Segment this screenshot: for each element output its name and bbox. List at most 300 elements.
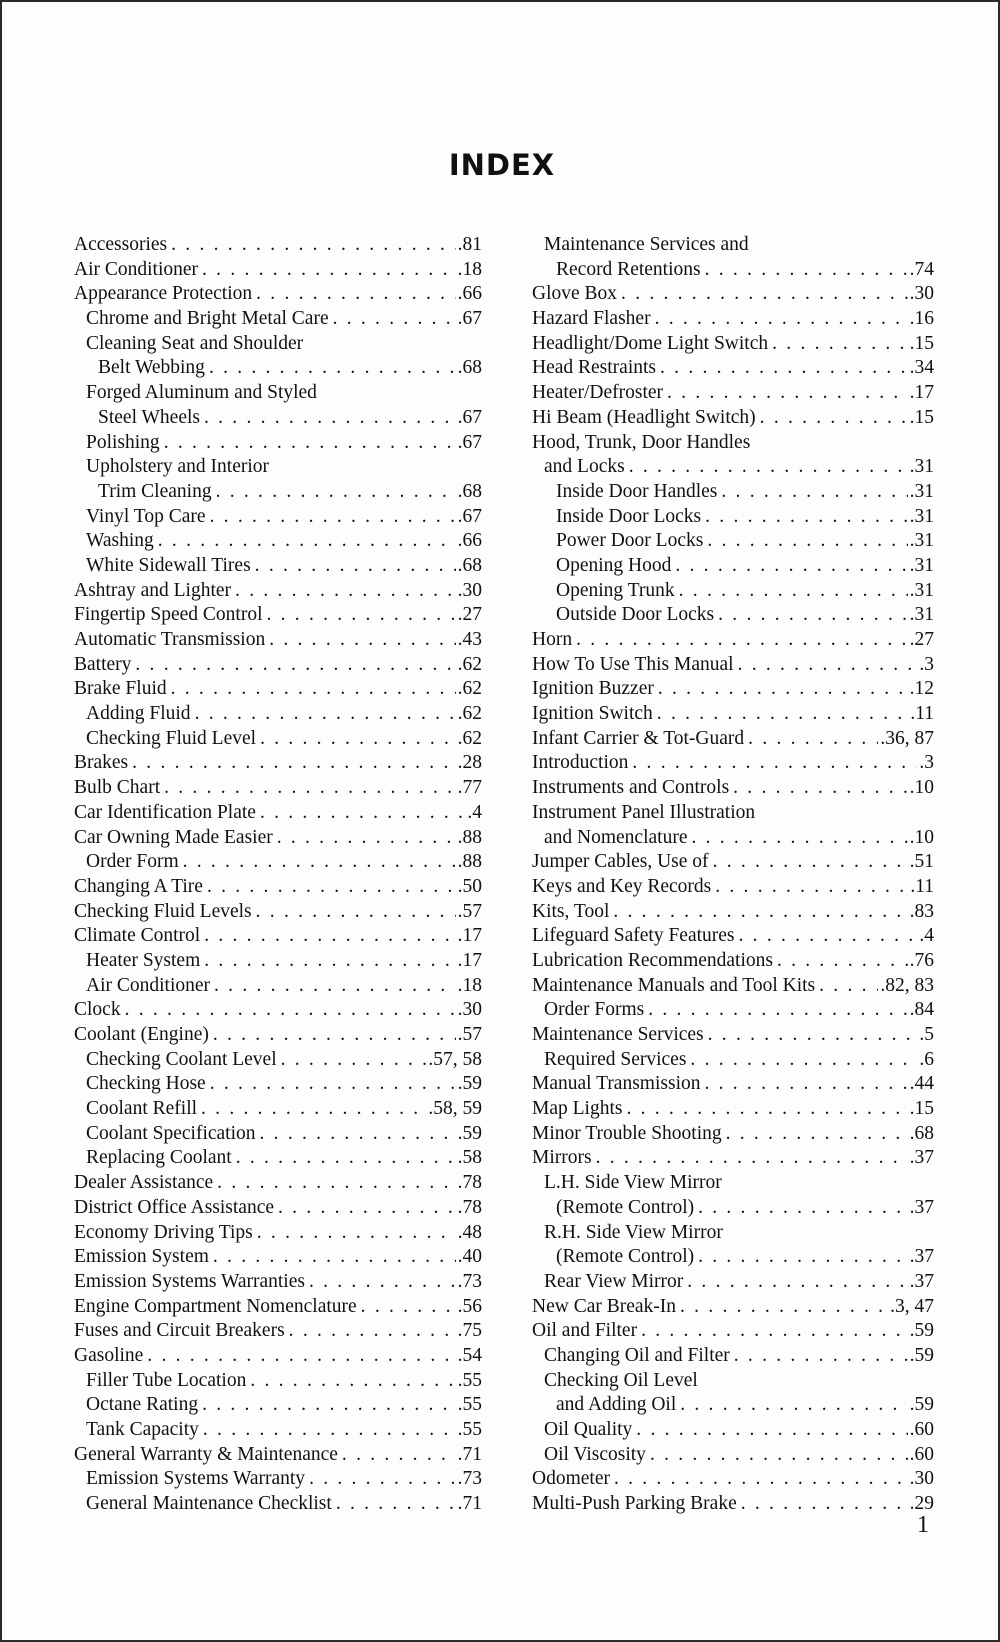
index-entry-label: Changing A Tire	[74, 875, 203, 897]
index-entry	[532, 258, 934, 283]
index-entry-page: .30	[909, 1468, 934, 1490]
index-entry-page: .59	[457, 1122, 482, 1144]
index-entry-page: .5	[919, 1024, 934, 1045]
index-entry-page: .67	[457, 406, 482, 428]
index-entry-label: Power Door Locks	[556, 530, 704, 552]
index-entry	[532, 875, 934, 900]
index-entry-page: .57, 58	[428, 1048, 482, 1070]
index-entry-label: Instrument Panel Illustration	[532, 801, 756, 823]
index-entry	[74, 776, 482, 801]
dot-leader	[214, 974, 456, 999]
index-entry-page: .36, 87	[880, 727, 934, 749]
index-entry	[74, 1023, 482, 1048]
index-entry-page: .67	[457, 308, 482, 330]
index-entry	[532, 924, 934, 949]
dot-leader	[195, 702, 456, 727]
dot-leader	[207, 875, 456, 900]
index-entry-label: White Sidewall Tires	[86, 554, 251, 576]
index-column-left	[74, 233, 482, 1517]
index-entry-page: .37	[909, 1196, 934, 1218]
index-entry-label: Fuses and Circuit Breakers	[74, 1320, 285, 1342]
dot-leader	[269, 628, 455, 653]
dot-leader	[309, 1270, 456, 1295]
index-entry	[74, 1270, 482, 1295]
index-entry-page: .27	[457, 604, 482, 626]
index-entry	[74, 727, 482, 752]
index-entry-page: .78	[457, 1196, 482, 1218]
index-entry	[74, 1492, 482, 1517]
index-entry-label: Emission System	[74, 1246, 209, 1268]
index-entry-label: Infant Carrier & Tot-Guard	[532, 727, 745, 749]
dot-leader	[629, 455, 908, 480]
index-entry-page: .31	[909, 456, 934, 478]
index-entry-page: .81	[457, 234, 482, 255]
index-entry-page: .4	[467, 801, 482, 823]
index-entry-page: .56	[457, 1295, 482, 1317]
index-entry	[532, 677, 934, 702]
index-entry-label: Lubrication Recommendations	[532, 949, 773, 971]
index-entry-label: and Locks	[544, 456, 625, 478]
index-entry	[532, 1245, 934, 1270]
dot-leader	[721, 480, 907, 505]
index-entry	[74, 579, 482, 604]
index-entry-label: Emission Systems Warranties	[74, 1270, 305, 1292]
index-entry	[74, 751, 482, 776]
index-entry	[74, 1196, 482, 1221]
index-entry	[532, 826, 934, 851]
dot-leader	[713, 850, 908, 875]
index-entry-page: .57	[457, 1024, 482, 1045]
dot-leader	[204, 924, 455, 949]
index-entry-page: .88	[457, 826, 482, 848]
index-entry-label: (Remote Control)	[556, 1246, 695, 1268]
index-entry-label: Coolant (Engine)	[74, 1024, 209, 1045]
dot-leader	[257, 1221, 456, 1246]
index-entry	[532, 727, 934, 752]
index-entry	[74, 1443, 482, 1468]
index-entry-page: .3, 47	[890, 1295, 934, 1317]
index-entry-page: .50	[457, 875, 482, 897]
index-entry	[74, 826, 482, 851]
index-entry	[532, 1295, 934, 1320]
index-entry-label: Map Lights	[532, 1098, 623, 1120]
index-entry-label: Vinyl Top Care	[86, 505, 206, 527]
index-entry-page: .84	[909, 999, 934, 1021]
index-entry-label: Battery	[74, 653, 132, 675]
dot-leader	[657, 702, 909, 727]
index-entry	[532, 480, 934, 505]
index-entry	[532, 1146, 934, 1171]
index-entry-page: .59	[457, 1073, 482, 1095]
dot-leader	[680, 1393, 907, 1418]
index-entry-page: .58	[457, 1147, 482, 1169]
dot-leader	[648, 998, 907, 1023]
index-entry-label: Forged Aluminum and Styled	[86, 382, 317, 404]
index-entry-label: Outside Door Locks	[556, 604, 715, 626]
index-entry	[532, 1196, 934, 1221]
dot-leader	[621, 282, 908, 307]
dot-leader	[164, 776, 456, 801]
index-entry-page: .4	[919, 925, 934, 947]
page-title: INDEX	[448, 148, 556, 182]
dot-leader	[235, 579, 456, 604]
index-entry	[74, 1122, 482, 1147]
index-entry-page: .68	[909, 1122, 934, 1144]
index-entry-label: Head Restraints	[532, 357, 657, 379]
index-entry-page: .73	[457, 1468, 482, 1490]
index-entry-label: Coolant Specification	[86, 1122, 256, 1144]
dot-leader	[201, 1097, 426, 1122]
index-entry-page: .18	[457, 974, 482, 996]
index-entry	[532, 505, 934, 530]
index-entry-page: .43	[457, 629, 482, 650]
index-entry-label: Order Form	[86, 851, 179, 873]
index-entry-page: .83	[909, 900, 934, 922]
index-entry-label: Ignition Buzzer	[532, 678, 654, 700]
index-entry-page: .6	[919, 1048, 934, 1070]
index-entry	[532, 332, 934, 357]
index-entry	[532, 356, 934, 381]
index-entry-page: .59	[909, 1394, 934, 1416]
dot-leader	[278, 1196, 456, 1221]
index-entry-label: General Maintenance Checklist	[86, 1493, 332, 1515]
index-entry-page: .29	[909, 1493, 934, 1515]
index-entry	[74, 1393, 482, 1418]
dot-leader	[613, 900, 907, 925]
index-entry	[532, 1171, 934, 1196]
index-entry	[74, 1467, 482, 1492]
dot-leader	[333, 307, 456, 332]
dot-leader	[260, 801, 465, 826]
index-entry	[74, 455, 482, 480]
index-entry-page: .59	[909, 1320, 934, 1342]
index-entry	[74, 356, 482, 381]
index-entry	[532, 431, 934, 456]
index-entry	[532, 233, 934, 258]
dot-leader	[256, 900, 456, 925]
index-entry-page: .34	[909, 357, 934, 379]
dot-leader	[698, 1245, 908, 1270]
dot-leader	[660, 356, 908, 381]
index-entry-page: .55	[457, 1369, 482, 1391]
index-entry	[532, 579, 934, 604]
index-entry-label: (Remote Control)	[556, 1196, 695, 1218]
index-entry	[74, 233, 482, 258]
index-entry	[74, 603, 482, 628]
index-entry	[74, 702, 482, 727]
index-entry-label: Gasoline	[74, 1344, 144, 1366]
dot-leader	[361, 1295, 456, 1320]
index-entry	[74, 875, 482, 900]
index-entry-label: Changing Oil and Filter	[544, 1344, 730, 1366]
index-entry	[74, 900, 482, 925]
index-entry-label: Hood, Trunk, Door Handles	[532, 431, 751, 453]
index-entry-page: .68	[457, 480, 482, 502]
index-entry-label: New Car Break-In	[532, 1295, 677, 1317]
index-entry	[532, 1369, 934, 1394]
index-entry	[532, 850, 934, 875]
index-entry-label: L.H. Side View Mirror	[544, 1172, 722, 1194]
dot-leader	[680, 1295, 888, 1320]
index-entry-label: Introduction	[532, 752, 629, 774]
dot-leader	[679, 579, 908, 604]
index-entry-page: .62	[457, 653, 482, 675]
index-entry-label: Brakes	[74, 752, 129, 774]
index-entry	[74, 1319, 482, 1344]
index-entry-label: Octane Rating	[86, 1394, 199, 1416]
index-entry-label: Belt Webbing	[98, 357, 205, 379]
index-entry-page: .66	[457, 530, 482, 552]
index-entry-page: .40	[457, 1246, 482, 1268]
index-entry	[532, 1418, 934, 1443]
index-entry-page: .3	[919, 752, 934, 774]
index-entry	[74, 554, 482, 579]
index-entry	[74, 258, 482, 283]
index-entry-page: .75	[457, 1320, 482, 1342]
index-entry	[532, 307, 934, 332]
index-entry-page: .31	[909, 554, 934, 576]
index-entry	[74, 431, 482, 456]
dot-leader	[708, 1023, 918, 1048]
dot-leader	[614, 1467, 908, 1492]
index-entry	[74, 924, 482, 949]
index-entry-label: General Warranty & Maintenance	[74, 1443, 338, 1465]
index-entry-page: .82, 83	[880, 974, 934, 996]
index-entry-page: .48	[457, 1221, 482, 1243]
dot-leader	[147, 1344, 455, 1369]
index-entry-page: .10	[909, 777, 934, 799]
index-entry	[74, 850, 482, 875]
index-entry-page: .88	[457, 851, 482, 873]
index-entry-page: .15	[909, 332, 934, 354]
dot-leader	[204, 949, 455, 974]
index-entry	[532, 1023, 934, 1048]
dot-leader	[202, 258, 456, 283]
index-entry	[532, 1443, 934, 1468]
index-entry-label: and Adding Oil	[556, 1394, 677, 1416]
index-entry	[74, 1171, 482, 1196]
index-entry	[532, 1393, 934, 1418]
index-entry-page: .68	[457, 554, 482, 576]
index-entry-page: .30	[457, 579, 482, 601]
index-entry-page: .37	[909, 1147, 934, 1169]
index-entry-label: Oil Quality	[544, 1419, 633, 1440]
index-entry-page: .62	[457, 678, 482, 700]
index-entry	[532, 1467, 934, 1492]
index-entry	[532, 1492, 934, 1517]
index-entry-label: Opening Hood	[556, 554, 672, 576]
index-entry	[532, 1319, 934, 1344]
dot-leader	[250, 1369, 455, 1394]
index-entry-label: Trim Cleaning	[98, 480, 212, 502]
dot-leader	[289, 1319, 456, 1344]
index-entry	[74, 1245, 482, 1270]
index-entry-page: .62	[457, 727, 482, 749]
index-entry	[74, 1295, 482, 1320]
dot-leader	[342, 1443, 456, 1468]
dot-leader	[667, 381, 908, 406]
index-entry-page: .31	[909, 530, 934, 552]
index-entry-page: .16	[909, 308, 934, 330]
index-entry-label: Ashtray and Lighter	[74, 579, 232, 601]
index-entry-label: Hazard Flasher	[532, 308, 651, 330]
index-entry-label: Checking Hose	[86, 1073, 206, 1095]
dot-leader	[267, 603, 456, 628]
index-entry-label: Chrome and Bright Metal Care	[86, 308, 329, 330]
index-entry-label: Engine Compartment Nomenclature	[74, 1295, 357, 1317]
dot-leader	[705, 258, 908, 283]
index-entry-label: Instruments and Controls	[532, 777, 730, 799]
index-entry-label: Replacing Coolant	[86, 1147, 232, 1169]
dot-leader	[336, 1492, 456, 1517]
index-entry	[532, 455, 934, 480]
index-entry-label: Dealer Assistance	[74, 1172, 214, 1194]
dot-leader	[210, 1072, 456, 1097]
index-entry-page: .31	[909, 579, 934, 601]
index-entry-page: .37	[909, 1246, 934, 1268]
dot-leader	[726, 1122, 908, 1147]
dot-leader	[260, 1122, 456, 1147]
index-entry-label: Filler Tube Location	[86, 1369, 247, 1391]
index-entry	[74, 480, 482, 505]
index-entry-page: .54	[457, 1344, 482, 1366]
index-entry-label: Fingertip Speed Control	[74, 604, 263, 626]
index-entry-label: Order Forms	[544, 999, 645, 1021]
index-entry-page: .60	[909, 1443, 934, 1465]
index-entry	[74, 282, 482, 307]
index-entry	[532, 900, 934, 925]
index-entry	[74, 381, 482, 406]
index-column-right	[532, 233, 934, 1517]
index-entry-page: .15	[909, 406, 934, 428]
index-entry-page: .67	[457, 505, 482, 527]
dot-leader	[125, 998, 456, 1023]
index-entry-label: Maintenance Manuals and Tool Kits	[532, 974, 816, 996]
index-entry	[532, 529, 934, 554]
dot-leader	[632, 751, 917, 776]
index-entry-label: Kits, Tool	[532, 900, 610, 922]
index-entry-page: .3	[919, 653, 934, 675]
index-entry	[532, 776, 934, 801]
dot-leader	[636, 1418, 907, 1443]
index-entry-label: Glove Box	[532, 283, 618, 305]
index-entry-page: .11	[910, 875, 934, 897]
index-entry	[532, 702, 934, 727]
index-entry	[532, 1072, 934, 1097]
dot-leader	[733, 776, 907, 801]
index-entry-label: Climate Control	[74, 925, 201, 947]
index-entry-label: Required Services	[544, 1048, 687, 1070]
index-entry-label: Automatic Transmission	[74, 629, 266, 650]
dot-leader	[171, 233, 455, 258]
dot-leader	[741, 1492, 908, 1517]
index-entry-page: .17	[457, 949, 482, 971]
index-entry-label: Economy Driving Tips	[74, 1221, 253, 1243]
index-entry-page: .30	[909, 283, 934, 305]
page-number: 1	[917, 1512, 929, 1538]
index-entry-page: .55	[457, 1419, 482, 1440]
dot-leader	[734, 1344, 908, 1369]
index-entry-label: Washing	[86, 530, 154, 552]
dot-leader	[171, 677, 456, 702]
index-entry-label: Minor Trouble Shooting	[532, 1122, 722, 1144]
index-entry	[532, 751, 934, 776]
index-entry-label: Odometer	[532, 1468, 610, 1490]
index-entry-page: .71	[457, 1493, 482, 1515]
index-entry-label: Polishing	[86, 431, 160, 453]
index-entry-label: Brake Fluid	[74, 678, 167, 700]
index-entry-label: Multi-Push Parking Brake	[532, 1493, 737, 1515]
index-entry-page: .67	[457, 431, 482, 453]
dot-leader	[183, 850, 456, 875]
dot-leader	[650, 1443, 908, 1468]
index-entry	[74, 974, 482, 999]
index-entry-label: Cleaning Seat and Shoulder	[86, 332, 304, 354]
index-entry-page: .28	[457, 752, 482, 774]
dot-leader	[216, 480, 456, 505]
index-entry-page: .31	[909, 505, 934, 527]
index-entry-label: Air Conditioner	[74, 258, 199, 280]
index-entry-label: How To Use This Manual	[532, 653, 734, 675]
index-entry-page: .76	[909, 949, 934, 971]
dot-leader	[132, 751, 455, 776]
index-entry-page: .31	[909, 604, 934, 626]
dot-leader	[772, 332, 907, 357]
index-entry	[74, 1221, 482, 1246]
dot-leader	[576, 628, 908, 653]
index-entry	[74, 1048, 482, 1073]
index-entry-page: .17	[909, 382, 934, 404]
index-entry	[74, 1369, 482, 1394]
index-entry-page: .37	[909, 1270, 934, 1292]
index-entry	[532, 1048, 934, 1073]
index-entry	[74, 1418, 482, 1443]
dot-leader	[203, 1418, 456, 1443]
index-entry-label: Rear View Mirror	[544, 1270, 684, 1292]
index-entry-label: Inside Door Locks	[556, 505, 702, 527]
dot-leader	[596, 1146, 908, 1171]
dot-leader	[277, 826, 456, 851]
index-entry	[532, 1122, 934, 1147]
index-entry	[532, 628, 934, 653]
index-entry	[532, 1270, 934, 1295]
index-entry-page: .12	[909, 678, 934, 700]
index-entry-label: Clock	[74, 999, 121, 1021]
index-entry	[532, 1097, 934, 1122]
index-entry-page: .11	[910, 703, 934, 725]
dot-leader	[715, 875, 908, 900]
dot-leader	[202, 1393, 456, 1418]
dot-leader	[217, 1171, 455, 1196]
index-entry-label: Car Identification Plate	[74, 801, 256, 823]
index-entry-label: Jumper Cables, Use of	[532, 851, 709, 873]
index-entry-page: .60	[909, 1419, 934, 1440]
index-entry-label: Oil Viscosity	[544, 1443, 646, 1465]
index-entry	[532, 949, 934, 974]
index-entry-page: .74	[909, 258, 934, 280]
dot-leader	[256, 282, 455, 307]
index-entry-label: Hi Beam (Headlight Switch)	[532, 406, 756, 428]
index-entry-label: Mirrors	[532, 1147, 592, 1169]
index-entry-label: Steel Wheels	[98, 406, 200, 428]
index-entry	[532, 1344, 934, 1369]
index-entry	[532, 974, 934, 999]
dot-leader	[236, 1146, 456, 1171]
dot-leader	[748, 727, 878, 752]
index-entry	[74, 1146, 482, 1171]
index-entry-page: .30	[457, 999, 482, 1021]
index-entry-label: Checking Fluid Level	[86, 727, 257, 749]
